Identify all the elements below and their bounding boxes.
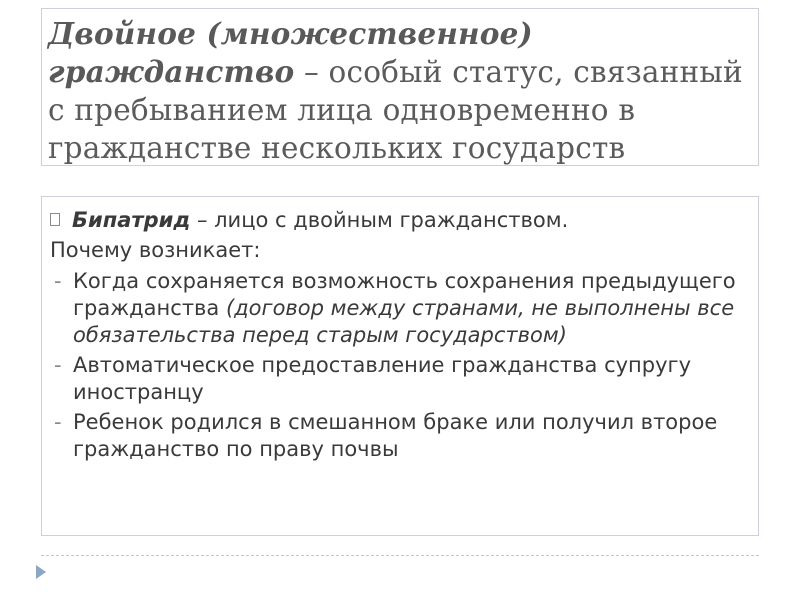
list-item-text: Ребенок родился в смешанном браке или получил второе гражданство по праву почвы — [73, 410, 718, 461]
list-item-text: Когда сохраняется возможность сохранения предыдущего гражданства — [73, 269, 736, 320]
list-item — [50, 268, 750, 349]
title-term: Двойное (множественное) гражданство — [48, 16, 533, 89]
list-item — [50, 352, 750, 406]
bullet-square-icon — [50, 213, 60, 226]
footer-divider — [41, 555, 759, 556]
content-box — [41, 196, 759, 536]
list-item-note: (договор между странами, не выполнены все обязательства перед старым государством) — [73, 296, 735, 347]
bullet-item-bipatride — [50, 207, 750, 234]
list-item-text: Автоматическое предоставление гражданства супругу иностранцу — [73, 353, 691, 404]
triangle-arrow-icon — [36, 565, 46, 579]
title-box — [41, 8, 759, 166]
dash-icon: - — [54, 353, 62, 377]
title-definition: – особый статус, связанный с пребыванием лица одновременно в гражданстве нескольких государств — [48, 55, 743, 165]
dash-icon: - — [54, 410, 62, 434]
list-item — [50, 409, 750, 463]
bullet-term: Бипатрид — [72, 208, 191, 232]
dash-icon: - — [54, 269, 62, 293]
bullet-text: – лицо с двойным гражданством. — [190, 208, 569, 232]
intro-text: Почему возникает: — [50, 238, 261, 262]
